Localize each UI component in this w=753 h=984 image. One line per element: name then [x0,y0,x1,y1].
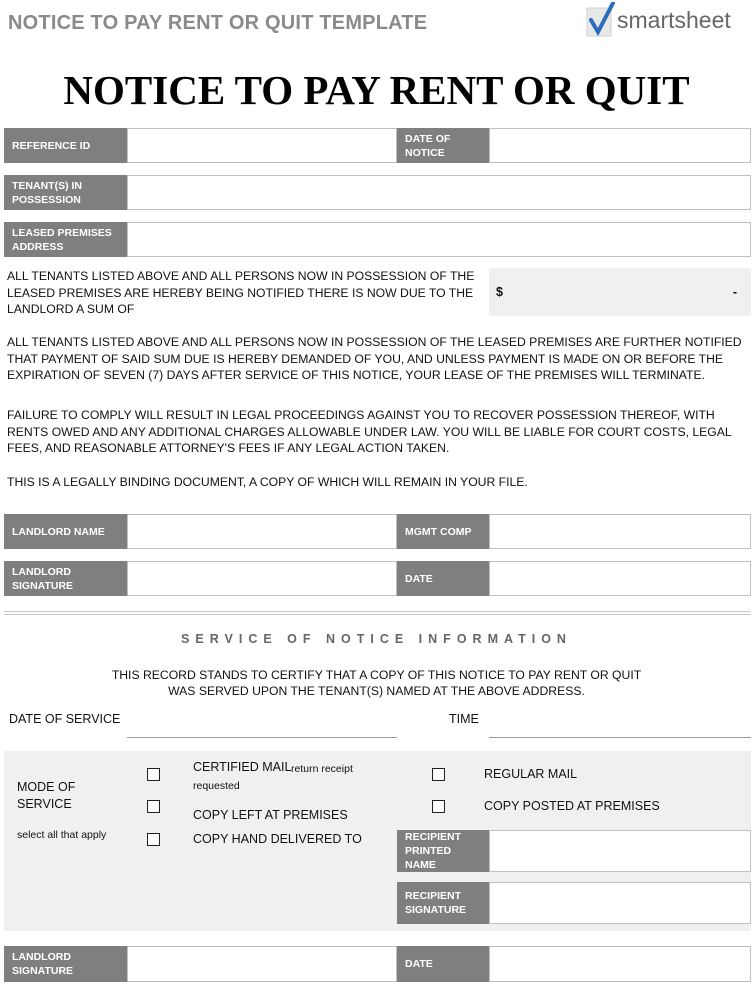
date-of-service-label: DATE OF SERVICE [9,712,121,726]
hand-delivered-checkbox[interactable] [147,833,160,846]
amount-due-text: ALL TENANTS LISTED ABOVE AND ALL PERSONS NOW IN POSSESSION OF THE LEASED PREMISES ARE HEREBY BEING NOTIFIED THERE IS NOW DUE TO THE LANDLORD A SUM OF [7,269,475,316]
smartsheet-logo [585,2,751,40]
cert-line-2: WAS SERVED UPON THE TENANT(S) NAMED AT THE ABOVE ADDRESS. [168,684,585,698]
reference-id-field[interactable] [127,128,397,163]
certified-mail-note: return receipt requested [193,763,353,792]
brand-name: smartsheet [617,7,731,33]
mgmt-comp-field[interactable] [489,514,751,549]
regular-mail-label: REGULAR MAIL [484,767,578,781]
recipient-signature-field[interactable] [489,882,751,924]
mode-of-service-label: MODE OF SERVICE [17,780,76,811]
copy-left-checkbox[interactable] [147,800,160,813]
copy-left-label: COPY LEFT AT PREMISES [193,808,348,822]
amount-value: - [732,285,737,299]
landlord-name-field[interactable] [127,514,397,549]
bottom-date-label: DATE [397,946,489,982]
bottom-landlord-signature-label: LANDLORD SIGNATURE [4,946,127,982]
time-field[interactable] [489,737,751,738]
recipient-name-field[interactable] [489,830,751,872]
copy-posted-label: COPY POSTED AT PREMISES [484,799,660,813]
binding-paragraph: THIS IS A LEGALLY BINDING DOCUMENT, A COPY OF WHICH WILL REMAIN IN YOUR FILE. [7,475,528,489]
reference-id-label: REFERENCE ID [4,128,127,163]
template-title: NOTICE TO PAY RENT OR QUIT TEMPLATE [8,12,428,34]
landlord-signature-field[interactable] [127,561,397,596]
tenants-field[interactable] [127,175,751,210]
service-heading: SERVICE OF NOTICE INFORMATION [181,632,572,646]
checkmark-logo-icon [585,2,617,40]
tenants-label: TENANT(S) IN POSSESSION [4,175,127,210]
landlord-signature-label: LANDLORD SIGNATURE [4,561,127,596]
landlord-date-field[interactable] [489,561,751,596]
regular-mail-checkbox[interactable] [432,768,445,781]
demand-paragraph: ALL TENANTS LISTED ABOVE AND ALL PERSONS NOW IN POSSESSION OF THE LEASED PREMISES ARE FURTHER NOTIFIED THAT PAYMENT OF SAID SUM DUE IS HEREBY DEMANDED OF YOU, AND UNLESS PAYMENT IS MADE ON OR BEFORE THE EXPIRATION OF SEVEN (7) DAYS AFTER SERVICE OF THIS NOTICE, YOUR LEASE OF THE PREMISES WILL TERMINATE. [7,335,742,382]
mode-hint: select all that apply [17,829,107,841]
bottom-landlord-signature-field[interactable] [127,946,397,982]
landlord-name-label: LANDLORD NAME [4,514,127,549]
page-title: NOTICE TO PAY RENT OR QUIT [63,67,690,113]
certified-mail-label: CERTIFIED MAIL [193,760,292,774]
landlord-date-label: DATE [397,561,489,596]
date-of-notice-label: DATE OF NOTICE [397,128,489,163]
date-of-notice-field[interactable] [489,128,751,163]
copy-posted-checkbox[interactable] [432,800,445,813]
section-divider [4,611,751,612]
amount-field[interactable] [489,268,751,316]
premises-field[interactable] [127,222,751,257]
date-of-service-field[interactable] [127,737,397,738]
time-label: TIME [449,712,479,726]
mgmt-comp-label: MGMT COMP [397,514,489,549]
currency-symbol: $ [496,285,503,299]
premises-label: LEASED PREMISES ADDRESS [4,222,127,257]
recipient-name-label: RECIPIENT PRINTED NAME [397,830,489,872]
certified-mail-checkbox[interactable] [147,768,160,781]
bottom-date-field[interactable] [489,946,751,982]
recipient-signature-label: RECIPIENT SIGNATURE [397,882,489,924]
hand-delivered-label: COPY HAND DELIVERED TO [193,832,362,846]
section-divider-2 [4,614,751,615]
failure-paragraph: FAILURE TO COMPLY WILL RESULT IN LEGAL PROCEEDINGS AGAINST YOU TO RECOVER POSSESSION THEREOF, WITH RENTS OWED AND ANY ADDITIONAL CHARGES ALLOWABLE UNDER LAW. YOU WILL BE LIABLE FOR COURT COSTS, LEGAL FEES, AND REASONABLE ATTORNEY'S FEES IF ANY LEGAL ACTION TAKEN. [7,408,732,455]
cert-line-1: THIS RECORD STANDS TO CERTIFY THAT A COPY OF THIS NOTICE TO PAY RENT OR QUIT [111,668,642,682]
